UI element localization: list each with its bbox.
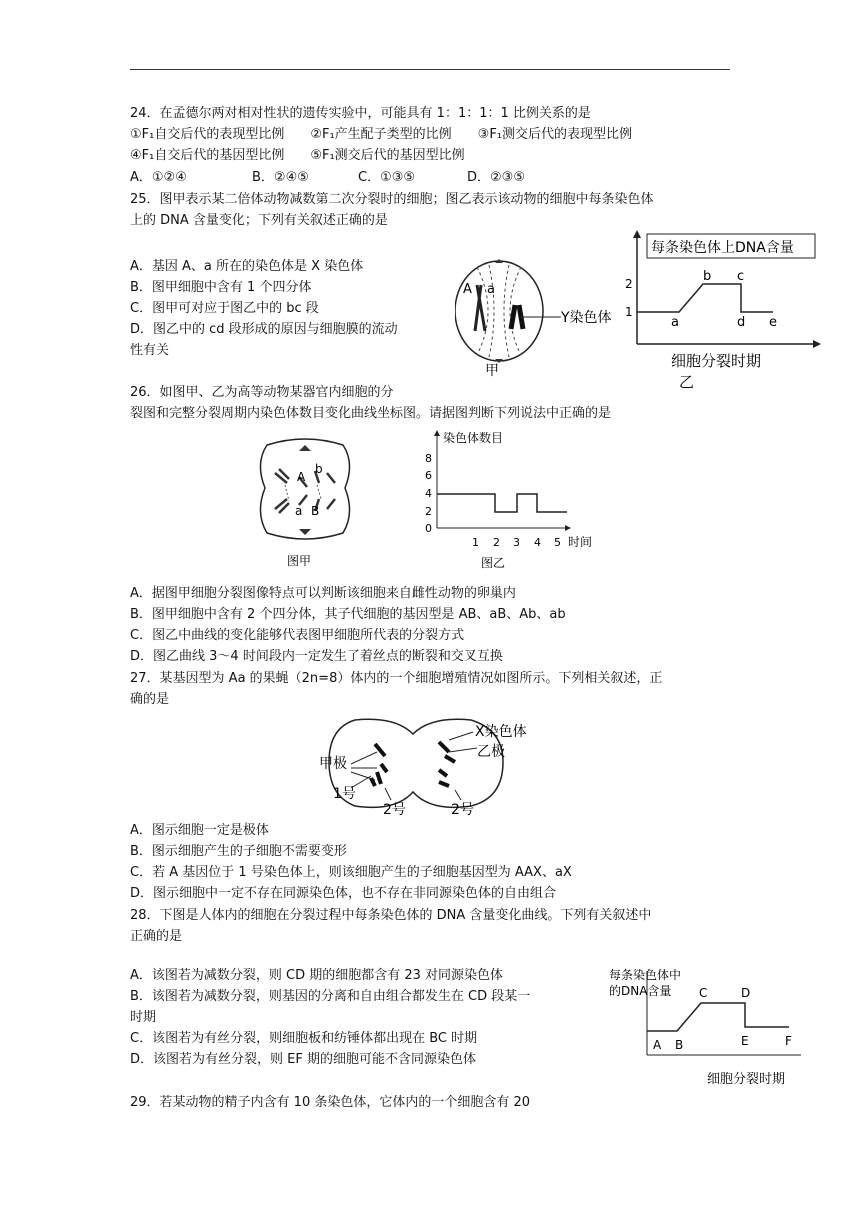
- point-E: E: [741, 1034, 749, 1048]
- q25-dna-graph: [625, 226, 825, 391]
- pole-jia-label: 甲极: [319, 756, 347, 772]
- q27-option-d: D．图示细胞中一定不存在同源染色体，也不存在非同源染色体的自由组合: [130, 886, 557, 901]
- x-tick-1: 1: [472, 536, 479, 549]
- q24-row1: ①F₁自交后代的表现型比例 ②F₁产生配子类型的比例 ③F₁测交后代的表现型比例: [130, 127, 633, 142]
- q25-cell-figure: [455, 255, 615, 380]
- q29-stem: 29．若某动物的精子内含有 10 条染色体，它体内的一个细胞含有 20: [130, 1095, 531, 1110]
- q28-stem-2: 正确的是: [130, 929, 183, 944]
- q28-option-a: A．该图若为减数分裂，则 CD 期的细胞都含有 23 对同源染色体: [130, 968, 504, 983]
- q26-chromosome-graph: [415, 428, 605, 573]
- x-axis-label: 细胞分裂时期: [707, 1072, 786, 1087]
- gene-A-label: A: [297, 470, 306, 484]
- pole-yi-label: 乙极: [477, 744, 505, 760]
- q28-option-b-cont: 时期: [130, 1010, 157, 1025]
- point-B: B: [675, 1038, 684, 1052]
- q27-option-b: B．图示细胞产生的子细胞不需要变形: [130, 844, 347, 859]
- q24-option-c: C．①③⑤: [358, 170, 416, 185]
- point-e: e: [769, 315, 777, 330]
- point-d: d: [737, 315, 746, 330]
- y-tick-1: 1: [625, 305, 633, 319]
- q27-stem-2: 确的是: [130, 692, 170, 707]
- q25-option-c: C．图甲可对应于图乙中的 bc 段: [130, 301, 319, 316]
- x-tick-2: 2: [493, 536, 500, 549]
- q28-option-c: C．该图若为有丝分裂，则细胞板和纺锤体都出现在 BC 时期: [130, 1031, 478, 1046]
- x-chromosome-label: X染色体: [475, 724, 527, 740]
- q24-option-d: D．②③⑤: [467, 170, 525, 185]
- gene-b-label: b: [315, 462, 323, 476]
- q26-stem-1: 26．如图甲、乙为高等动物某器官内细胞的分: [130, 385, 394, 400]
- q28-stem-1: 28．下图是人体内的细胞在分裂过程中每条染色体的 DNA 含量变化曲线。下列有关叙述中: [130, 908, 652, 923]
- figure-jia-caption: 甲: [485, 363, 499, 379]
- y-axis-label-2: 的DNA含量: [609, 984, 672, 998]
- q24-row2: ④F₁自交后代的基因型比例 ⑤F₁测交后代的基因型比例: [130, 148, 465, 163]
- q26-option-a: A．据图甲细胞分裂图像特点可以判断该细胞来自雌性动物的卵巢内: [130, 586, 516, 601]
- x-tick-4: 4: [534, 536, 541, 549]
- q28-option-d: D．该图若为有丝分裂，则 EF 期的细胞可能不含同源染色体: [130, 1052, 476, 1067]
- point-c: c: [737, 269, 745, 284]
- q24-option-b: B．②④⑤: [252, 170, 309, 185]
- point-A: A: [653, 1038, 662, 1052]
- gene-B-label: B: [311, 504, 320, 518]
- q25-option-d: D．图乙中的 cd 段形成的原因与细胞膜的流动: [130, 322, 398, 337]
- figure-jia-caption: 图甲: [287, 554, 312, 568]
- y-tick-0: 0: [425, 522, 432, 535]
- x-axis-label: 细胞分裂时期: [671, 352, 762, 370]
- q26-option-b: B．图甲细胞中含有 2 个四分体，其子代细胞的基因型是 AB、aB、Ab、ab: [130, 607, 566, 622]
- y-axis-label-1: 每条染色体中: [609, 968, 682, 982]
- figure-yi-caption: 图乙: [481, 556, 506, 570]
- x-tick-5: 5: [554, 536, 561, 549]
- q28-dna-graph: [605, 965, 805, 1090]
- q28-option-b: B．该图若为减数分裂，则基因的分离和自由组合都发生在 CD 段某一: [130, 989, 531, 1004]
- q26-stem-2: 裂图和完整分裂周期内染色体数目变化曲线坐标图。请据图判断下列说法中正确的是: [130, 406, 612, 421]
- q27-stem-1: 27．某基因型为 Aa 的果蝇（2n=8）体内的一个细胞增殖情况如图所示。下列相关叙述，正: [130, 671, 663, 686]
- q26-cell-figure: [255, 433, 365, 573]
- q24-option-a: A．①②④: [130, 170, 187, 185]
- gene-a-label: a: [487, 282, 495, 297]
- q25-stem-1: 25．图甲表示某二倍体动物减数第二次分裂时的细胞；图乙表示该动物的细胞中每条染色体: [130, 192, 654, 207]
- q26-option-c: C．图乙中曲线的变化能够代表图甲细胞所代表的分裂方式: [130, 628, 465, 643]
- y-tick-8: 8: [425, 452, 432, 465]
- chromosome-2-label-left: 2号: [383, 802, 406, 818]
- q25-option-a: A．基因 A、a 所在的染色体是 X 染色体: [130, 259, 364, 274]
- q26-option-d: D．图乙曲线 3～4 时间段内一定发生了着丝点的断裂和交叉互换: [130, 649, 503, 664]
- y-tick-6: 6: [425, 469, 432, 482]
- point-D: D: [741, 986, 751, 1000]
- y-tick-2: 2: [625, 277, 633, 291]
- gene-A-label: A: [463, 282, 472, 297]
- point-C: C: [699, 986, 708, 1000]
- header-rule: [130, 69, 730, 70]
- q24-stem: 24．在孟德尔两对相对性状的遗传实验中，可能具有 1：1：1：1 比例关系的是: [130, 106, 591, 121]
- y-tick-4: 4: [425, 487, 432, 500]
- q27-option-a: A．图示细胞一定是极体: [130, 823, 269, 838]
- q25-option-b: B．图甲细胞中含有 1 个四分体: [130, 280, 312, 295]
- q25-stem-2: 上的 DNA 含量变化；下列有关叙述正确的是: [130, 213, 388, 228]
- point-b: b: [703, 269, 712, 284]
- gene-a-label: a: [295, 504, 303, 518]
- q27-cell-figure: [315, 712, 545, 822]
- y-tick-2: 2: [425, 505, 432, 518]
- point-a: a: [671, 315, 679, 330]
- figure-yi-caption: 乙: [679, 373, 695, 391]
- point-F: F: [785, 1034, 792, 1048]
- chromosome-2-label-right: 2号: [451, 802, 474, 818]
- x-tick-3: 3: [513, 536, 520, 549]
- q25-option-d-cont: 性有关: [130, 343, 170, 358]
- y-chromosome-label: Y染色体: [561, 310, 612, 326]
- y-axis-label: 染色体数目: [443, 431, 504, 445]
- chromosome-1-label: 1号: [333, 786, 356, 802]
- x-axis-label: 时间: [568, 535, 593, 549]
- graph-title: 每条染色体上DNA含量: [651, 240, 794, 256]
- q27-option-c: C．若 A 基因位于 1 号染色体上，则该细胞产生的子细胞基因型为 AAX、aX: [130, 865, 572, 880]
